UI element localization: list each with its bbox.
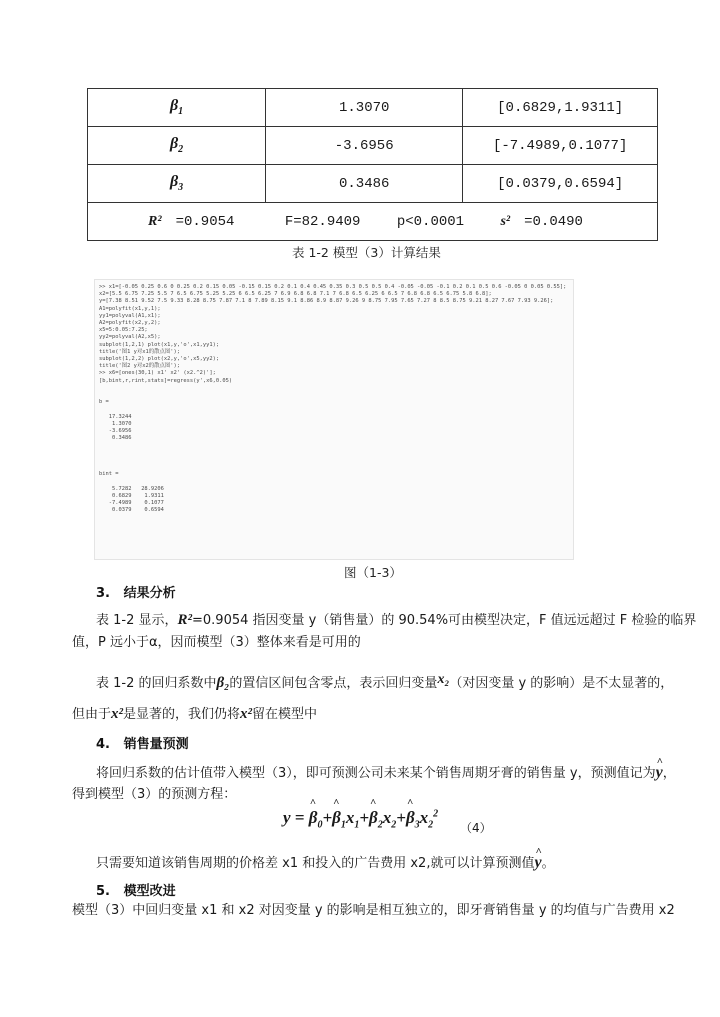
param-cell: $\beta_2$ [88, 127, 266, 165]
paragraph-prediction: 将回归系数的估计值带入模型（3），即可预测公司未来某个销售周期牙膏的销售量 y，预测值记为^ y， [96, 762, 676, 785]
matlab-code: >> x1=[-0.05 0.25 0.6 0 0.25 0.2 0.15 0.05 -0.15 0.15 0.2 0.1 0.4 0.45 0.35 0.3 0.5 0.5 0.4 -0.05 -0.05 -0.1 0.2 0.1 0.5 0.6 -0.05 0 0.05 0.55]; x2=[5.5 6.75 7.25 5.5 7 6.5 6.75 5.25 5.25 6 6.5 6.25 7 6.9 6.8 6.8 7.1 7 6.8 6.5 6.25 6 6.5 7 6.8 6.8 6.5 6.75 5.8 6.8]; y=[7.38 8.51 9.52 7.5 9.33 8.28 8.75 7.87 7.1 8 7.89 8.15 9.1 8.86 8.9 8.87 9.26 9 8.75 7.95 7.65 7.27 8 8.5 8.75 9.21 8.27 7.67 7.93 9.26]; A1=polyfit(x1,y,1); yy1=polyval(A1,x1); A2=polyfit(x2,y,2); x5=5:0.05:7.25; yy2=polyval(A2,x5); subplot(1,2,1) plot(x1,y,'o',x1,yy1); title('图1 y对x1的散点图'); subplot(1,2,2) plot(x2,y,'o',x5,yy2); title('图2 y对x2的散点图'); >> x6=[ones(30,1) x1' x2' (x2.^2)']; [b,bint,r,rint,stats]=regress(y',x6,0.05) b = 17.3244 1.3070 -3.6956 0.3486 bint = 5.7282 28.9206 0.6829 1.9311 -7.4989 0.1077 0.0379 0.6594 [99, 284, 567, 514]
interval-cell: [0.6829,1.9311] [463, 89, 658, 127]
paragraph-coefficients: 表 1-2 的回归系数中β₂的置信区间包含零点，表示回归变量x₂（对因变量 y 的影响）是不太显著的， [96, 672, 674, 691]
prediction-equation: y = ^ $\beta_0+\^{}$ $\beta_1x_1+\^{}$ $\beta_2x_2+\^{}$ $\beta_3x_2^2$ [283, 808, 438, 830]
table-row [88, 89, 658, 127]
interval-cell: [-7.4989,0.1077] [463, 127, 658, 165]
stats-cell [88, 203, 658, 241]
param-cell: $\beta_1$ [88, 89, 266, 127]
matlab-screenshot [94, 279, 574, 560]
f-stat: F=82.9409 [284, 213, 361, 230]
stats-row [88, 203, 658, 241]
estimate-cell: -3.6956 [266, 127, 463, 165]
section-heading-4: 4. 销售量预测 [96, 737, 189, 752]
table-row [88, 165, 658, 203]
paragraph-coefficients-line2: 但由于x²是显著的，我们仍将x²留在模型中 [72, 706, 318, 722]
section-heading-3: 3. 结果分析 [96, 586, 176, 601]
equation-number: （4） [460, 821, 492, 835]
estimate-cell: 0.3486 [266, 165, 463, 203]
p-stat: p<0.0001 [396, 213, 465, 230]
r2-stat: R² =0.9054 [148, 213, 235, 230]
section-heading-5: 5. 模型改进 [96, 884, 176, 899]
table-row [88, 127, 658, 165]
results-table [87, 88, 658, 241]
paragraph-results-line2: 值，P 远小于α，因而模型（3）整体来看是可用的 [72, 635, 361, 650]
table-caption: 表 1-2 模型（3）计算结果 [292, 245, 441, 260]
interval-cell: [0.0379,0.6594] [463, 165, 658, 203]
paragraph-results: 表 1-2 显示，R²=0.9054 指因变量 y（销售量）的 90.54%可由模型决定，F 值远远超过 F 检验的临界 [96, 612, 697, 628]
paragraph-prediction-line2: 得到模型（3）的预测方程： [72, 787, 237, 802]
estimate-cell: 1.3070 [266, 89, 463, 127]
figure-caption: 图（1-3） [344, 565, 402, 580]
paragraph-forecast: 只需要知道该销售周期的价格差 x1 和投入的广告费用 x2,就可以计算预测值^ y。 [96, 852, 555, 875]
paragraph-improvement: 模型（3）中回归变量 x1 和 x2 对因变量 y 的影响是相互独立的，即牙膏销售量 y 的均值与广告费用 x2 [72, 903, 675, 918]
param-cell: $\beta_3$ [88, 165, 266, 203]
s2-stat: s² =0.0490 [500, 213, 583, 230]
